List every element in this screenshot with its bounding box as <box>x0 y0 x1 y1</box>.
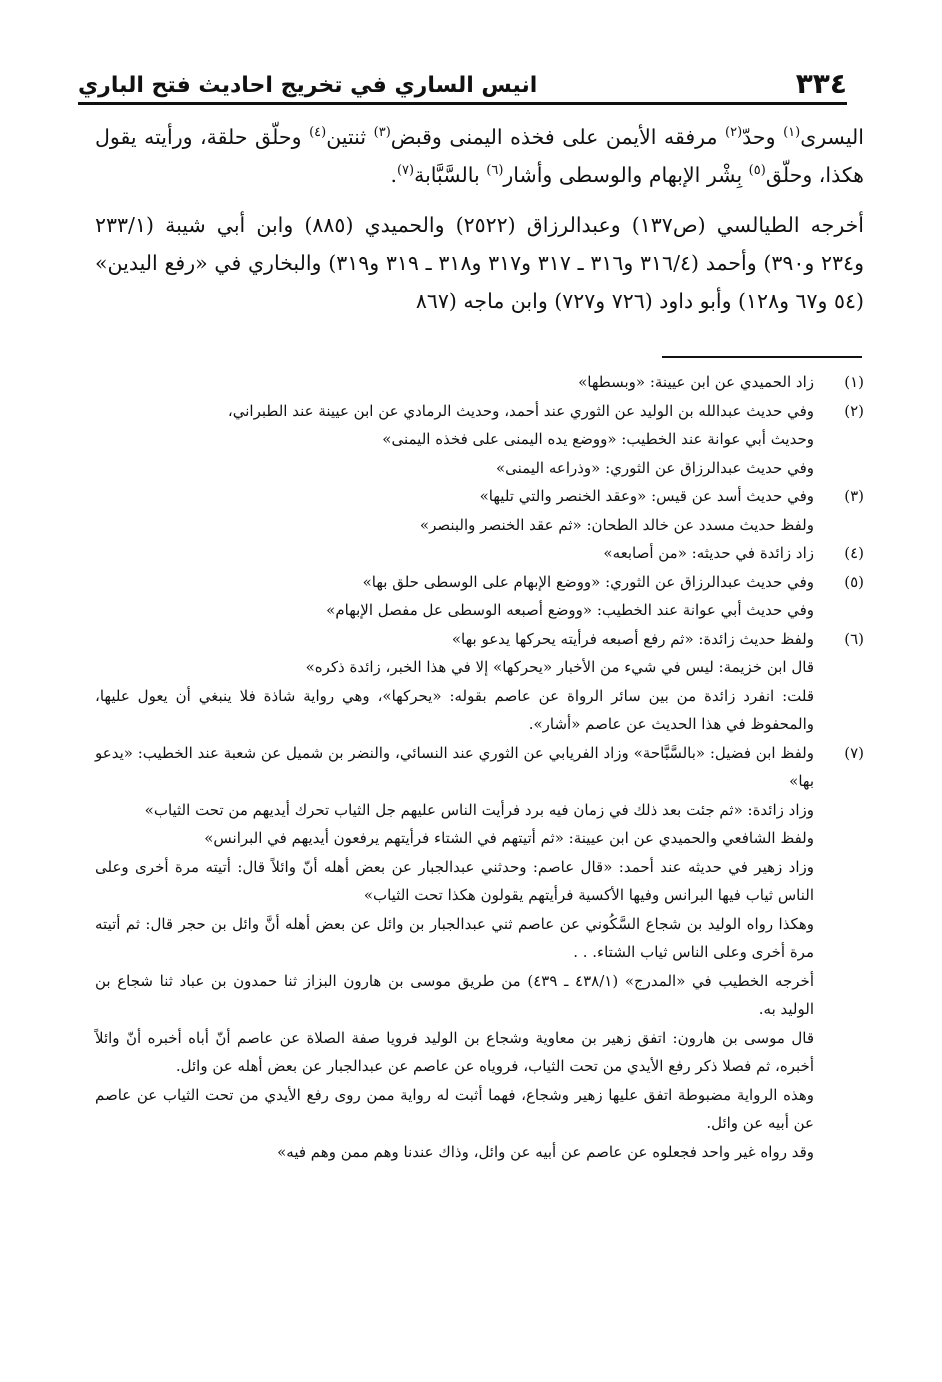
footnote-line: وقد رواه غير واحد فجعلوه عن عاصم عن أبيه عن وائل، وذاك عندنا وهم ممن وهم فيه» <box>277 1142 814 1161</box>
footnote-line: وفي حديث عبدالرزاق عن الثوري: «ووضع الإبهام على الوسطى حلق بها» <box>362 572 814 591</box>
footnote-2 <box>95 397 864 483</box>
footnote-7 <box>95 739 864 1167</box>
main-text <box>95 118 864 332</box>
footnote-number: (٣) <box>844 487 864 505</box>
footnote-1 <box>95 368 864 397</box>
footnote-line: وفي حديث عبدالله بن الوليد عن الثوري عند أحمد، وحديث الرمادي عن ابن عيينة عند الطبراني، <box>227 401 814 420</box>
footnote-line: وهذه الرواية مضبوطة اتفق عليها زهير وشجاع، فهما أثبت له رواية ممن روى رفع الأيدي من تحت الثياب عن عاصم عن أبيه عن وائل. <box>95 1085 814 1132</box>
book-title: انيس الساري في تخريج احاديث فتح الباري <box>78 73 538 98</box>
footnote-ref[interactable]: (٣) <box>373 125 391 141</box>
footnote-line: وحديث أبي عوانة عند الخطيب: «ووضع يده اليمنى على فخذه اليمنى» <box>382 430 814 448</box>
footnote-ref[interactable]: (١) <box>783 125 801 141</box>
footnote-3 <box>95 482 864 539</box>
footnote-line: ولفظ الشافعي والحميدي عن ابن عيينة: «ثم أتيتهم في الشتاء فرأيتهم يرفعون أيديهم في البرانس» <box>204 829 814 847</box>
text-segment: وحلّق حلقة، ورأيته يقول هكذا، وحلّق <box>95 125 864 187</box>
text-segment: ثنتين <box>326 125 374 149</box>
footnote-line: وفي حديث أبي عوانة عند الخطيب: «ووضع أصبعه الوسطى عل مفصل الإبهام» <box>326 601 814 619</box>
footnote-number: (٧) <box>844 743 864 762</box>
footnote-4 <box>95 539 864 568</box>
footnote-number: (١) <box>844 373 864 391</box>
footnote-line: زاد الحميدي عن ابن عيينة: «وبسطها» <box>578 373 814 391</box>
footnote-line: قال ابن خزيمة: ليس في شيء من الأخبار «يحركها» إلا في هذا الخبر، زائدة ذكره» <box>305 658 814 676</box>
text-segment: . <box>390 163 397 187</box>
footnote-line: ولفظ حديث مسدد عن خالد الطحان: «ثم عقد الخنصر والبنصر» <box>419 515 814 534</box>
footnote-line: قال موسى بن هارون: اتفق زهير بن معاوية وشجاع بن الوليد فرويا صفة الصلاة عن عاصم أنّ أباه أخبره أنّ وائلاً أخبره، ثم فصلا ذكر رفع الأيدي من تحت الثياب، فروياه عن عاصم عن عبدالجبار عن بعض أهله عن وائل. <box>95 1028 814 1075</box>
paragraph-2: أخرجه الطيالسي (ص١٣٧) وعبدالرزاق (٢٥٢٢) والحميدي (٨٨٥) وابن أبي شيبة (٢٣٣/١ و٢٣٤ و٣٩٠) وأحمد (٣١٦/٤ و٣١٦ ـ ٣١٧ و٣١٧ و٣١٨ ـ ٣١٩ و٣١٩) والبخاري في «رفع اليدين» (٥٤ و٦٧ و١٢٨) وأبو داود (٧٢٦ و٧٢٧) وابن ماجه (٨٦٧ <box>95 213 865 313</box>
footnote-line: ولفظ حديث زائدة: «ثم رفع أصبعه فرأيته يحركها يدعو بها» <box>451 629 814 648</box>
footnote-number: (٦) <box>844 629 864 648</box>
footnote-line: وهكذا رواه الوليد بن شجاع السَّكُوني عن عاصم ثني عبدالجبار بن وائل عن بعض أهله أنَّ وائل بن حجر قال: ثم أتيته مرة أخرى وعلى الناس ثياب الشتاء. . . <box>95 914 814 961</box>
text-segment: مرفقه الأيمن على فخذه اليمنى وقبض <box>390 125 726 149</box>
footnote-line: زاد زائدة في حديثه: «من أصابعه» <box>603 544 814 562</box>
footnote-number: (٥) <box>844 572 864 591</box>
footnote-number: (٢) <box>844 401 864 420</box>
footnotes <box>95 368 864 1166</box>
text-segment: بِشْر الإبهام والوسطى وأشار <box>503 163 749 187</box>
footnote-line: وزاد زائدة: «ثم جئت بعد ذلك في زمان فيه برد فرأيت الناس عليهم جل الثياب تحرك أيديهم من تحت الثياب» <box>144 800 814 819</box>
footnote-line: وفي حديث أسد عن قيس: «وعقد الخنصر والتي تليها» <box>479 487 814 505</box>
text-segment: بالسَّبَّابة <box>414 163 487 187</box>
paragraph-1 <box>95 118 864 194</box>
footnote-line: ولفظ ابن فضيل: «بالسَّبَّاحة» وزاد الفريابي عن الثوري عند النسائي، والنضر بن شميل عن شعبة عند الخطيب: «يدعو بها» <box>95 743 814 790</box>
footnote-separator <box>662 356 862 358</box>
footnote-ref[interactable]: (٥) <box>748 163 766 179</box>
page-number: ٣٣٤ <box>795 67 847 100</box>
footnote-ref[interactable]: (٦) <box>486 163 504 179</box>
footnote-line: وزاد زهير في حديثه عند أحمد: «قال عاصم: وحدثني عبدالجبار عن بعض أهله أنّ وائلاً قال: أتيته مرة أخرى وعلى الناس ثياب فيها البرانس وفيها الأكسية فرأيتهم يقولون هكذا تحت الثياب» <box>95 857 814 904</box>
footnote-ref[interactable]: (٤) <box>309 125 327 141</box>
running-header <box>78 58 847 105</box>
footnote-5 <box>95 568 864 625</box>
footnote-ref[interactable]: (٢) <box>725 125 743 141</box>
footnote-line: وفي حديث عبدالرزاق عن الثوري: «وذراعه اليمنى» <box>495 458 814 477</box>
footnote-line: قلت: انفرد زائدة من بين سائر الرواة عن عاصم بقوله: «يحركها»، وهي رواية شاذة فلا ينبغي أن يعول عليها، والمحفوظ في هذا الحديث عن عاصم «أشار». <box>95 686 814 733</box>
footnote-line: أخرجه الخطيب في «المدرج» (٤٣٨/١ ـ ٤٣٩) من طريق موسى بن هارون البزاز ثنا حمدون بن عباد ثنا شجاع بن الوليد به. <box>95 971 814 1018</box>
footnote-number: (٤) <box>844 544 864 562</box>
footnote-ref[interactable]: (٧) <box>396 163 415 179</box>
text-segment: اليسرى <box>800 125 864 149</box>
footnote-6 <box>95 625 864 739</box>
text-segment: وحدّ <box>742 125 784 149</box>
